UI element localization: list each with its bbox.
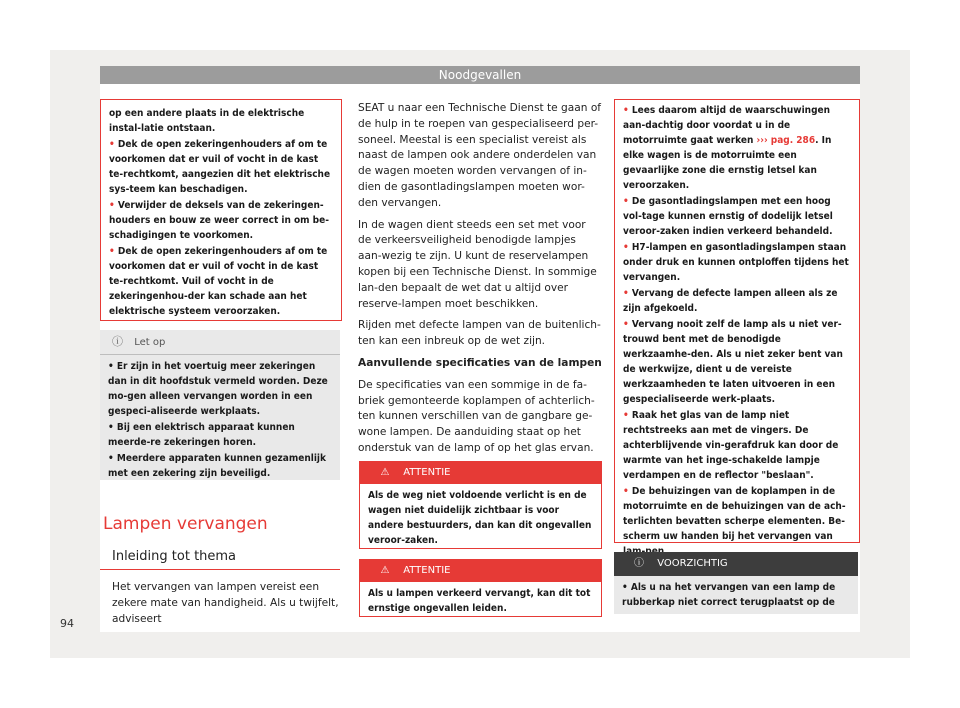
- info-icon: ⓘ: [112, 335, 123, 348]
- warning-item: • Lees daarom altijd de waarschuwingen aan-dachtig door voordat u in de motorruimte gaat werken ››› pag. 286. In elke wagen is de motorruimte een gevaarlijke zone die ernstig letsel kan veroorzaken.: [623, 105, 832, 191]
- warning-box-header: [360, 560, 601, 582]
- page-number: 94: [60, 617, 74, 630]
- warning-item: • De behuizingen van de koplampen in de motorruimte en de behuizingen van de ach-terlichten bevatten scherpe elementen. Be-scherm uw handen bij het vervangen van: [623, 486, 846, 542]
- note-box-header: [100, 330, 340, 355]
- note-box-title: Let op: [134, 337, 166, 348]
- warning-box-header: [360, 462, 601, 484]
- intro-paragraph: Het vervangen van lampen vereist een zekere mate van handigheid. Als u twijfelt, adviseert: [112, 581, 339, 625]
- warning-triangle-icon: ⚠: [380, 565, 390, 576]
- page-link[interactable]: pag. 286: [770, 135, 816, 146]
- warning-item: • Verwijder de deksels van de zekeringen-houders en bouw ze weer correct in om be-schadigingen te voorkomen.: [109, 200, 329, 241]
- body-paragraph: Rijden met defecte lampen van de buitenlich-ten kan een inbreuk op de wet zijn.: [358, 319, 601, 348]
- caution-box: [614, 552, 858, 614]
- body-paragraph: De specificaties van een sommige in de fa-briek gemonteerde koplampen of achterlich-ten kunnen verschillen van de gangbare ge-wone lampen. De aanduiding staat op het onderstuk van de lamp of op het glas ervan.: [358, 378, 595, 454]
- warning-text: Als u lampen verkeerd vervangt, kan dit tot ernstige ongevallen leiden.: [368, 588, 591, 614]
- subsection-title: Inleiding tot thema: [112, 549, 237, 564]
- continued-warning-box: [100, 99, 342, 321]
- note-item: • Er zijn in het voertuig meer zekeringen dan in dit hoofdstuk vermeld worden. Deze mo-gen alleen vervangen worden in een gespeci-aliseerde werkplaats.: [108, 361, 328, 417]
- caution-item: • Als u na het vervangen van een lamp de rubberkap niet correct terugplaatst op de: [622, 582, 836, 608]
- note-box: [100, 330, 340, 480]
- warning-triangle-icon: ⚠: [380, 467, 390, 478]
- warning-box-2: [359, 559, 602, 617]
- warning-intro: op een andere plaats in de elektrische instal-latie ontstaan.: [109, 108, 305, 134]
- body-subheading: Aanvullende specificaties van de lampen: [358, 356, 602, 369]
- note-item: • Meerdere apparaten kunnen gezamenlijk met een zekering zijn beveiligd.: [108, 453, 326, 479]
- subsection-divider: [100, 569, 340, 570]
- warning-item: • De gasontladingslampen met een hoog vol-tage kunnen ernstig of dodelijk letsel veroor-zaken indien verkeerd behandeld.: [623, 196, 833, 237]
- warning-box-1: [359, 461, 602, 549]
- note-item: • Bij een elektrisch apparaat kunnen meerde-re zekeringen horen.: [108, 422, 295, 448]
- caution-box-title: VOORZICHTIG: [657, 558, 728, 569]
- link-arrows[interactable]: ›››: [756, 135, 768, 146]
- caution-box-header: [614, 552, 858, 576]
- warning-item: • Dek de open zekeringenhouders af om te voorkomen dat er vuil of vocht in de kast te-rechtkomt. Vuil of vocht in de zekeringenhou-der kan schade aan het elektrische systeem veroorzaken.: [109, 246, 328, 317]
- warning-item: • H7-lampen en gasontladingslampen staan onder druk en kunnen ontploffen tijdens het vervangen.: [623, 242, 849, 283]
- caution-icon: ⓘ: [634, 558, 644, 569]
- warning-item: • Dek de open zekeringenhouders af om te voorkomen dat er vuil of vocht in de kast te-rechtkomt, aangezien dit het elektrische sys-teem kan beschadigen.: [109, 139, 331, 195]
- body-paragraph: In de wagen dient steeds een set met voor de verkeersveiligheid benodigde lampjes aan-wezig te zijn. U kunt de reservelampen kopen bij een Technische Dienst. In sommige lan-den bepaalt de wet dat u altijd over reserve-lampen moet beschikken.: [358, 218, 597, 310]
- warning-item: • Raak het glas van de lamp niet rechtstreeks aan met de vingers. De achterblijvende vin-gerafdruk kan door de warmte van het inge-schakelde lampje verdampen en de reflector "beslaan".: [623, 410, 839, 481]
- warning-box-title: ATTENTIE: [403, 467, 451, 478]
- chapter-header: Noodgevallen: [100, 66, 860, 84]
- warning-item: • Vervang de defecte lampen alleen als ze zijn afgekoeld.: [623, 288, 838, 314]
- warning-box-title: ATTENTIE: [403, 565, 451, 576]
- middle-column-text: [358, 101, 602, 463]
- body-paragraph: SEAT u naar een Technische Dienst te gaan of de hulp in te roepen van gespecialiseerd per-soneel. Meestal is een specialist vereist als naast de lampen ook andere onderdelen van de wagen moeten worden vervangen of in-dien de gasontladingslampen moeten wor-den vervangen.: [358, 102, 602, 209]
- warning-text: Als de weg niet voldoende verlicht is en de wagen niet duidelijk zichtbaar is voor andere bestuurders, dan kan dit ongevallen veroor-zaken.: [368, 490, 592, 546]
- warning-item: • Vervang nooit zelf de lamp als u niet ver-trouwd bent met de benodigde werkzaamhe-den. Als u niet zeker bent van de werkwijze, dient u de vereiste werkzaamheden te laten uitvoeren in een gespecialiseerde werk-plaats.: [623, 319, 843, 405]
- section-title: Lampen vervangen: [103, 514, 268, 534]
- continued-warning-box-right: [614, 99, 860, 543]
